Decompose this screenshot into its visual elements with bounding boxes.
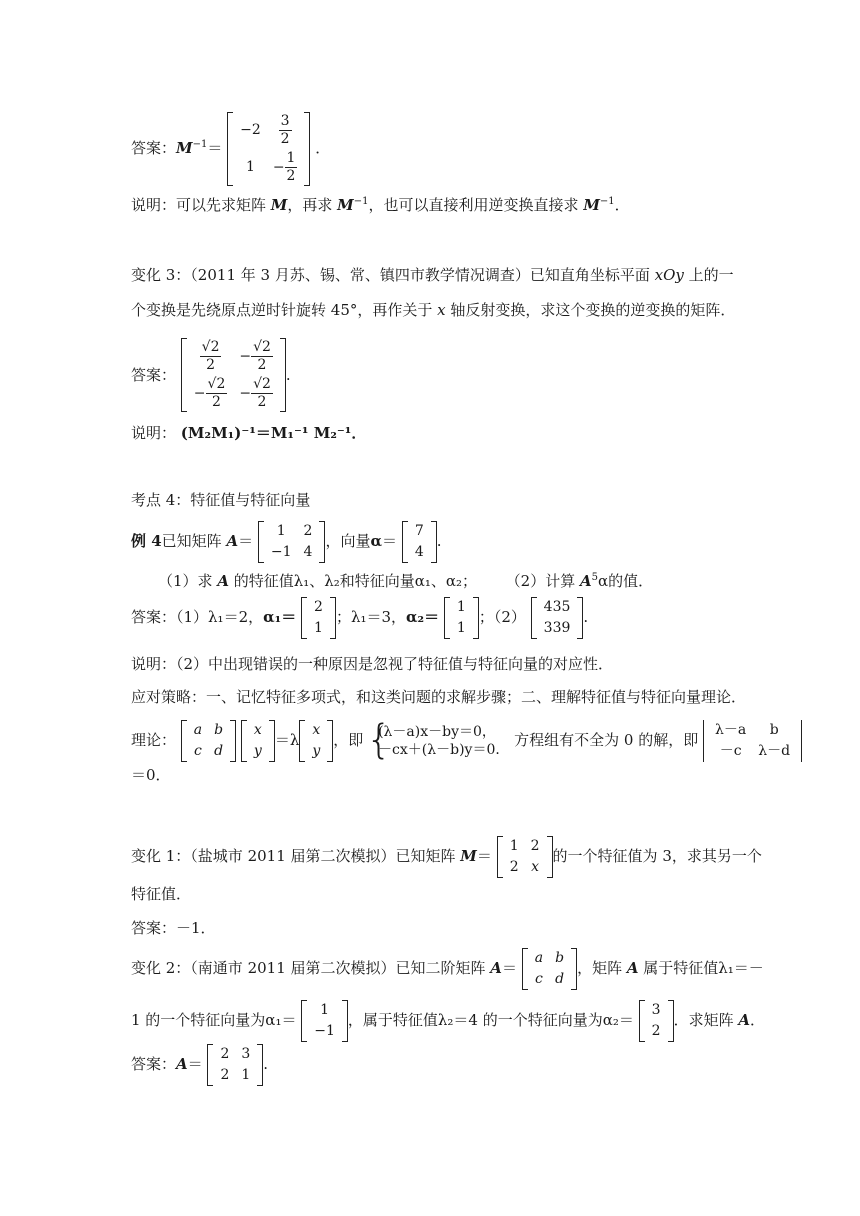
variation-2-line-2: 1 的一个特征向量为α₁＝ 1 −1 ，属于特征值λ₂＝4 的一个特征向量为α₂＝ 3 2 ．求矩阵 A． — [131, 1000, 765, 1042]
theory-end: ＝0． — [131, 766, 171, 784]
variation-3-line-2: 个变换是先绕原点逆时针旋转 45°，再作关于 x 轴反射变换，求这个变换的逆变换的矩阵． — [131, 301, 736, 319]
topic-4-heading: 考点 4：特征值与特征向量 — [131, 491, 311, 509]
vector-xy: x y — [299, 720, 333, 762]
equation-system: { (λ－a)x－by＝0， －cx＋(λ－b)y＝0． — [368, 723, 509, 759]
answer-label: 答案： — [131, 139, 177, 157]
rotation-matrix: $\frac{√2}{2}$ − $\frac{√2}{2}$ − $\frac{√2}{2}$ − $\frac{√2}{2}$ — [181, 338, 286, 412]
variation-2: 变化 2：（南通市 2011 届第二次模拟）已知二阶矩阵 A＝ a b c d ，矩阵 A 属于特征值λ₁＝－ — [131, 948, 764, 990]
matrix-A: a b c d — [522, 948, 577, 990]
answer-m-inverse: 答案：$M^{-1}=$ −2 $\frac{3}{2}$ 1 − $\frac{1}{2}$ ． — [131, 113, 331, 184]
answer-example-4: 答案：（1）λ₁＝2，α₁＝ 2 1 ；λ₁＝3，α₂＝ 1 1 ；（2） 435 339 . — [131, 597, 588, 639]
vector-alpha2: 1 1 — [444, 597, 479, 639]
variation-1: 变化 1：（盐城市 2011 届第二次模拟）已知矩阵 M＝ 1 2 2 x 的一个特征值为 3，求其另一个 — [131, 836, 762, 878]
matrix-abcd: a b c d — [181, 720, 236, 762]
note-1: 说明：可以先求矩阵 M，再求 $M^{-1}$，也可以直接利用逆变换直接求 $M^{-1}$． — [131, 196, 630, 214]
matrix-cell: 1 — [246, 159, 255, 175]
variation-3-line-1: 变化 3：（2011 年 3 月苏、锡、常、镇四市教学情况调查）已知直角坐标平面 xOy 上的一 — [131, 266, 734, 284]
note-3: 说明：（2）中出现错误的一种原因是忽视了特征值与特征向量的对应性． — [131, 655, 614, 673]
vector-alpha2: 3 2 — [639, 1000, 674, 1042]
determinant: λ－a b －c λ－d — [703, 720, 802, 762]
answer-variation-2: 答案：A＝ 2 3 2 1 . — [131, 1044, 268, 1086]
example-4: 例 4已知矩阵 A＝ 1 2 −1 4 ，向量α＝ 7 4 . — [131, 521, 442, 563]
strategy: 应对策略：一、记忆特征多项式，和这类问题的求解步骤；二、理解特征值与特征向量理论． — [131, 688, 747, 706]
inverse-matrix: −2 $\frac{3}{2}$ 1 − $\frac{1}{2}$ — [227, 112, 310, 186]
example-4-questions: （1）求 A 的特征值λ₁、λ₂和特征向量α₁、α₂； （2）计算 $A^5\alpha$的值． — [158, 572, 654, 590]
vector-xy: x y — [241, 720, 275, 762]
note-2: 说明： (M₂M₁)⁻¹＝M₁⁻¹ M₂⁻¹． — [131, 424, 367, 442]
fraction: $\frac{√2}{2}$ — [253, 376, 271, 410]
result-vector: 435 339 — [531, 597, 584, 639]
matrix-M: 1 2 2 x — [497, 836, 553, 878]
equals-sign: ＝ — [207, 139, 223, 157]
fraction: $\frac{√2}{2}$ — [207, 376, 226, 410]
fraction: $\frac{1}{2}$ — [286, 150, 296, 184]
fraction: $\frac{√2}{2}$ — [253, 339, 271, 373]
theory: 理论： a b c d x y ＝λ x y ，即 { (λ－a)x－by＝0， －cx＋(λ－b)y＝0． 方程组有不全为 0 的解，即 λ－a b －c λ－d — [131, 720, 802, 762]
matrix-symbol: M — [176, 139, 193, 157]
matrix-A: 1 2 −1 4 — [258, 521, 326, 563]
vector-alpha1: 2 1 — [301, 597, 336, 639]
answer-variation-1: 答案：－1． — [131, 919, 216, 937]
fraction: $\frac{√2}{2}$ — [201, 339, 220, 373]
variation-1-line-2: 特征值． — [131, 885, 192, 903]
fraction: $\frac{3}{2}$ — [280, 113, 290, 147]
matrix-cell: −2 — [240, 122, 261, 138]
answer-matrix: 2 3 2 1 — [207, 1044, 263, 1086]
answer-variation-3: 答案： $\frac{√2}{2}$ − $\frac{√2}{2}$ − $\frac{√2}{2}$ − $\frac{√2}{2}$ . — [131, 339, 291, 410]
vector-alpha1: 1 −1 — [301, 1000, 348, 1042]
inverse-superscript: −1 — [192, 139, 208, 150]
vector-alpha: 7 4 — [402, 521, 437, 563]
